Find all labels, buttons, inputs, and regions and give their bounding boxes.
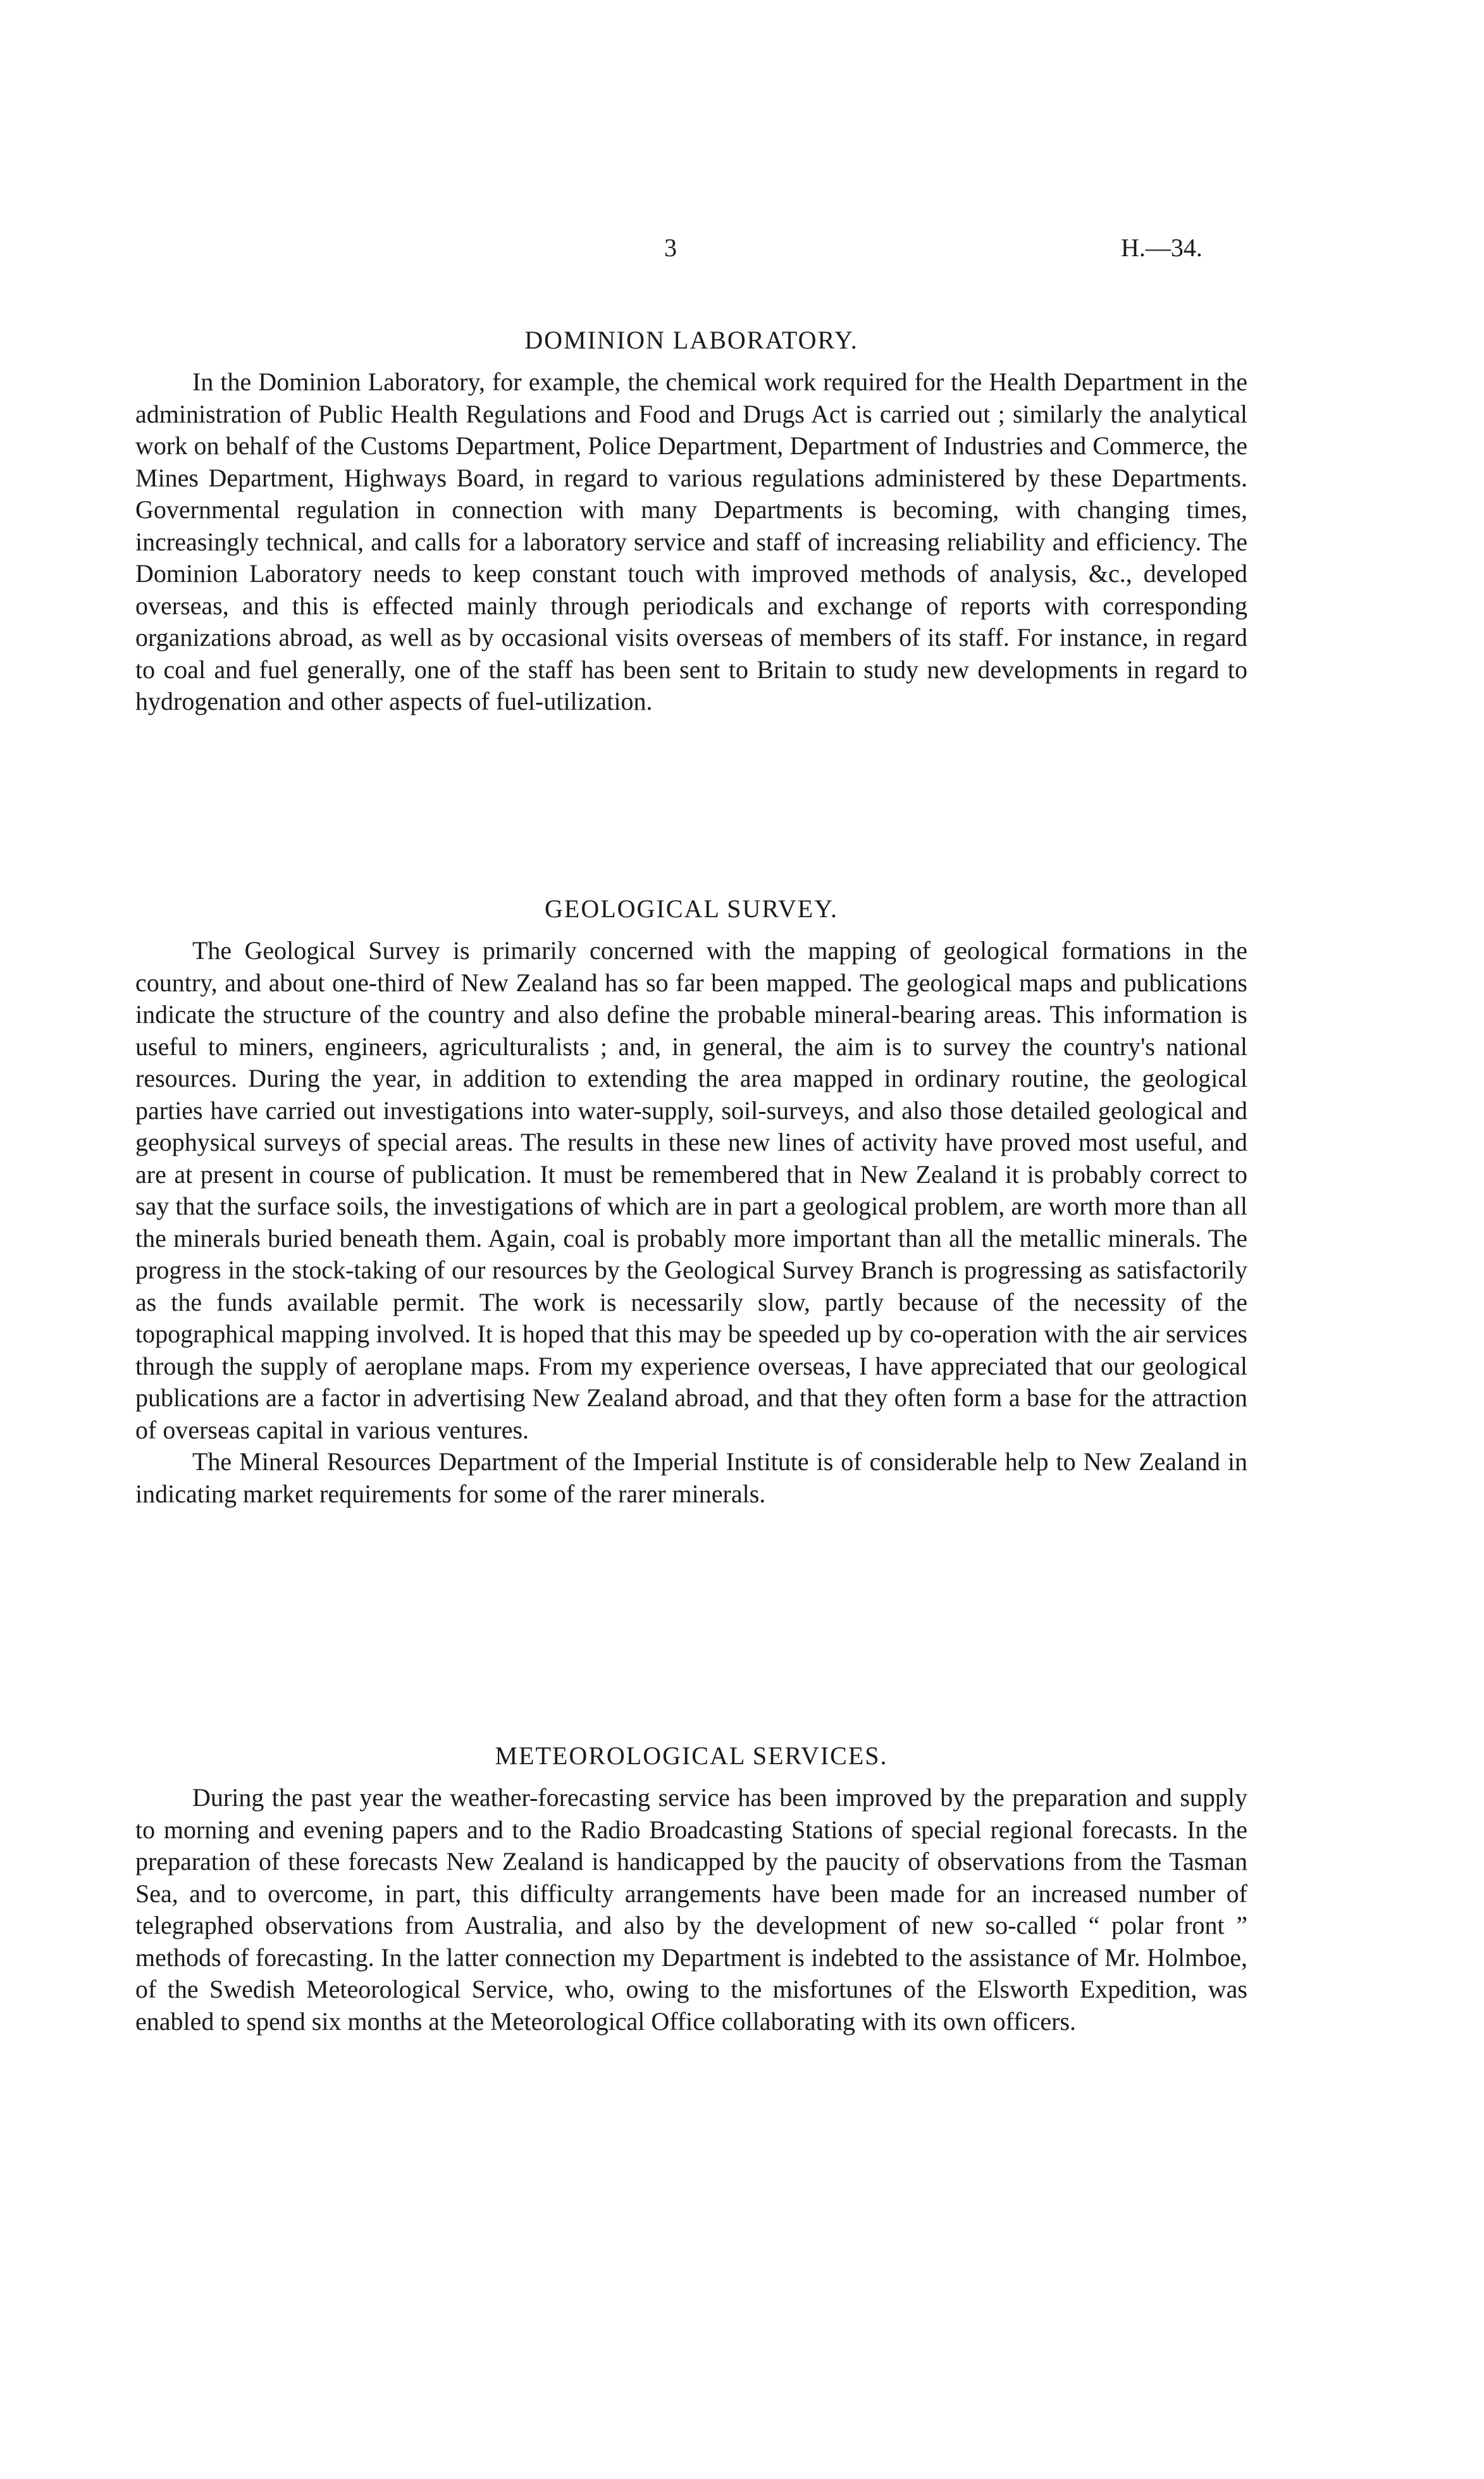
- page-header: [0, 233, 1484, 271]
- section-dominion-laboratory: [135, 325, 1247, 718]
- paragraph: During the past year the weather-forecasting service has been improved by the preparation and supply to morning and evening papers and to the Radio Broadcasting Stations of special regional forecasts. In the preparation of these forecasts New Zealand is handicapped by the paucity of observations from the Tasman Sea, and to overcome, in part, this difficulty arrangements have been made for an increased number of telegraphed observations from Australia, and also by the development of new so-called “ polar front ” methods of forecasting. In the latter connection my Department is indebted to the assistance of Mr. Holmboe, of the Swedish Meteorological Service, who, owing to the misfortunes of the Elsworth Expedition, was enabled to spend six months at the Meteorological Office collaborating with its own officers.: [135, 1783, 1247, 2036]
- section-heading: GEOLOGICAL SURVEY.: [545, 894, 838, 923]
- section-geological-survey: [135, 894, 1247, 1510]
- section-heading: DOMINION LABORATORY.: [524, 326, 858, 354]
- section-meteorological-services: [135, 1741, 1247, 2037]
- document-reference: H.—34.: [1121, 233, 1203, 262]
- paragraph: The Mineral Resources Department of the Imperial Institute is of considerable help to New Zealand in indicating market requirements for some of the rarer minerals.: [135, 1447, 1247, 1508]
- paragraph: The Geological Survey is primarily concerned with the mapping of geological formations in the country, and about one-third of New Zealand has so far been mapped. The geological maps and publications indicate the structure of the country and also define the probable mineral-bearing areas. This information is useful to miners, engineers, agriculturalists ; and, in general, the aim is to survey the country's national resources. During the year, in addition to extending the area mapped in ordinary routine, the geological parties have carried out investigations into water-supply, soil-surveys, and also those detailed geological and geophysical surveys of special areas. The results in these new lines of activity have proved most useful, and are at present in course of publication. It must be remembered that in New Zealand it is probably correct to say that the surface soils, the investigations of which are in part a geological problem, are worth more than all the minerals buried beneath them. Again, coal is probably more important than all the metallic minerals. The progress in the stock-taking of our resources by the Geological Survey Branch is progressing as satisfactorily as the funds available permit. The work is necessarily slow, partly because of the necessity of the topographical mapping involved. It is hoped that this may be speeded up by co-operation with the air services through the supply of aeroplane maps. From my experience overseas, I have appreciated that our geological publications are a factor in advertising New Zealand abroad, and that they often form a base for the attraction of overseas capital in various ventures.: [135, 936, 1247, 1444]
- page-number: 3: [664, 233, 677, 262]
- paragraph: In the Dominion Laboratory, for example, the chemical work required for the Health Department in the administration of Public Health Regulations and Food and Drugs Act is carried out ; similarly the analytical work on behalf of the Customs Department, Police Department, Department of Industries and Commerce, the Mines Department, Highways Board, in regard to various regulations administered by these Departments. Governmental regulation in connection with many Departments is becoming, with changing times, increasingly technical, and calls for a laboratory service and staff of increasing reliability and efficiency. The Dominion Laboratory needs to keep constant touch with improved methods of analysis, &c., developed overseas, and this is effected mainly through periodicals and exchange of reports with corresponding organizations abroad, as well as by occasional visits overseas of members of its staff. For instance, in regard to coal and fuel generally, one of the staff has been sent to Britain to study new developments in regard to hydrogenation and other aspects of fuel-utilization.: [135, 368, 1247, 715]
- section-heading: METEOROLOGICAL SERVICES.: [495, 1741, 888, 1770]
